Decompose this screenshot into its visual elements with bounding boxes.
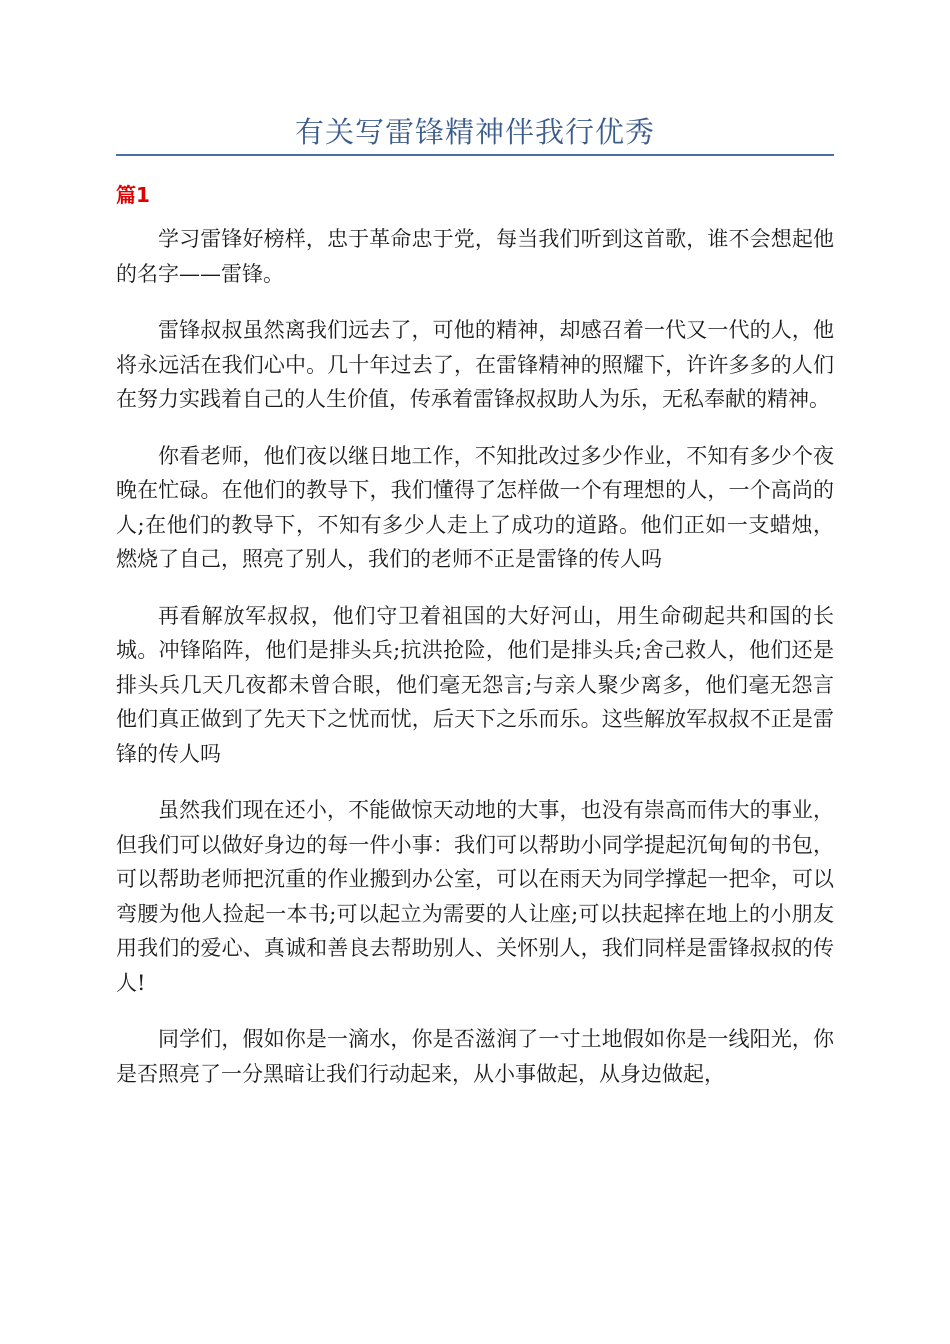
paragraph-3: 你看老师，他们夜以继日地工作，不知批改过多少作业，不知有多少个夜晚在忙碌。在他们的教导下，我们懂得了怎样做一个有理想的人，一个高尚的人;在他们的教导下，不知有多少人走上了成功的道路。他们正如一支蜡烛，燃烧了自己，照亮了别人，我们的老师不正是雷锋的传人吗 (116, 443, 834, 571)
title-divider (116, 154, 834, 156)
body-text (116, 222, 834, 1113)
paragraph-4: 再看解放军叔叔，他们守卫着祖国的大好河山，用生命砌起共和国的长城。冲锋陷阵，他们是排头兵;抗洪抢险，他们是排头兵;舍己救人，他们还是排头兵几天几夜都未曾合眼，他们毫无怨言;与亲人聚少离多，他们毫无怨言他们真正做到了先天下之忧而忧，后天下之乐而乐。这些解放军叔叔不正是雷锋的传人吗 (116, 603, 834, 766)
paragraph-5: 虽然我们现在还小，不能做惊天动地的大事，也没有崇高而伟大的事业，但我们可以做好身边的每一件小事：我们可以帮助小同学提起沉甸甸的书包，可以帮助老师把沉重的作业搬到办公室，可以在雨天为同学撑起一把伞，可以弯腰为他人捡起一本书;可以起立为需要的人让座;可以扶起摔在地上的小朋友用我们的爱心、真诚和善良去帮助别人、关怀别人，我们同样是雷锋叔叔的传人! (116, 798, 834, 995)
paragraph-1: 学习雷锋好榜样，忠于革命忠于党，每当我们听到这首歌，谁不会想起他的名字——雷锋。 (116, 227, 834, 286)
document-title: 有关写雷锋精神伴我行优秀 (294, 115, 655, 149)
paragraph-6: 同学们，假如你是一滴水，你是否滋润了一寸土地假如你是一线阳光，你是否照亮了一分黑暗让我们行动起来，从小事做起，从身边做起， (116, 1027, 834, 1086)
section-heading: 篇1 (116, 183, 150, 207)
paragraph-2: 雷锋叔叔虽然离我们远去了，可他的精神，却感召着一代又一代的人，他将永远活在我们心中。几十年过去了，在雷锋精神的照耀下，许许多多的人们在努力实践着自己的人生价值，传承着雷锋叔叔助人为乐，无私奉献的精神。 (116, 318, 834, 411)
